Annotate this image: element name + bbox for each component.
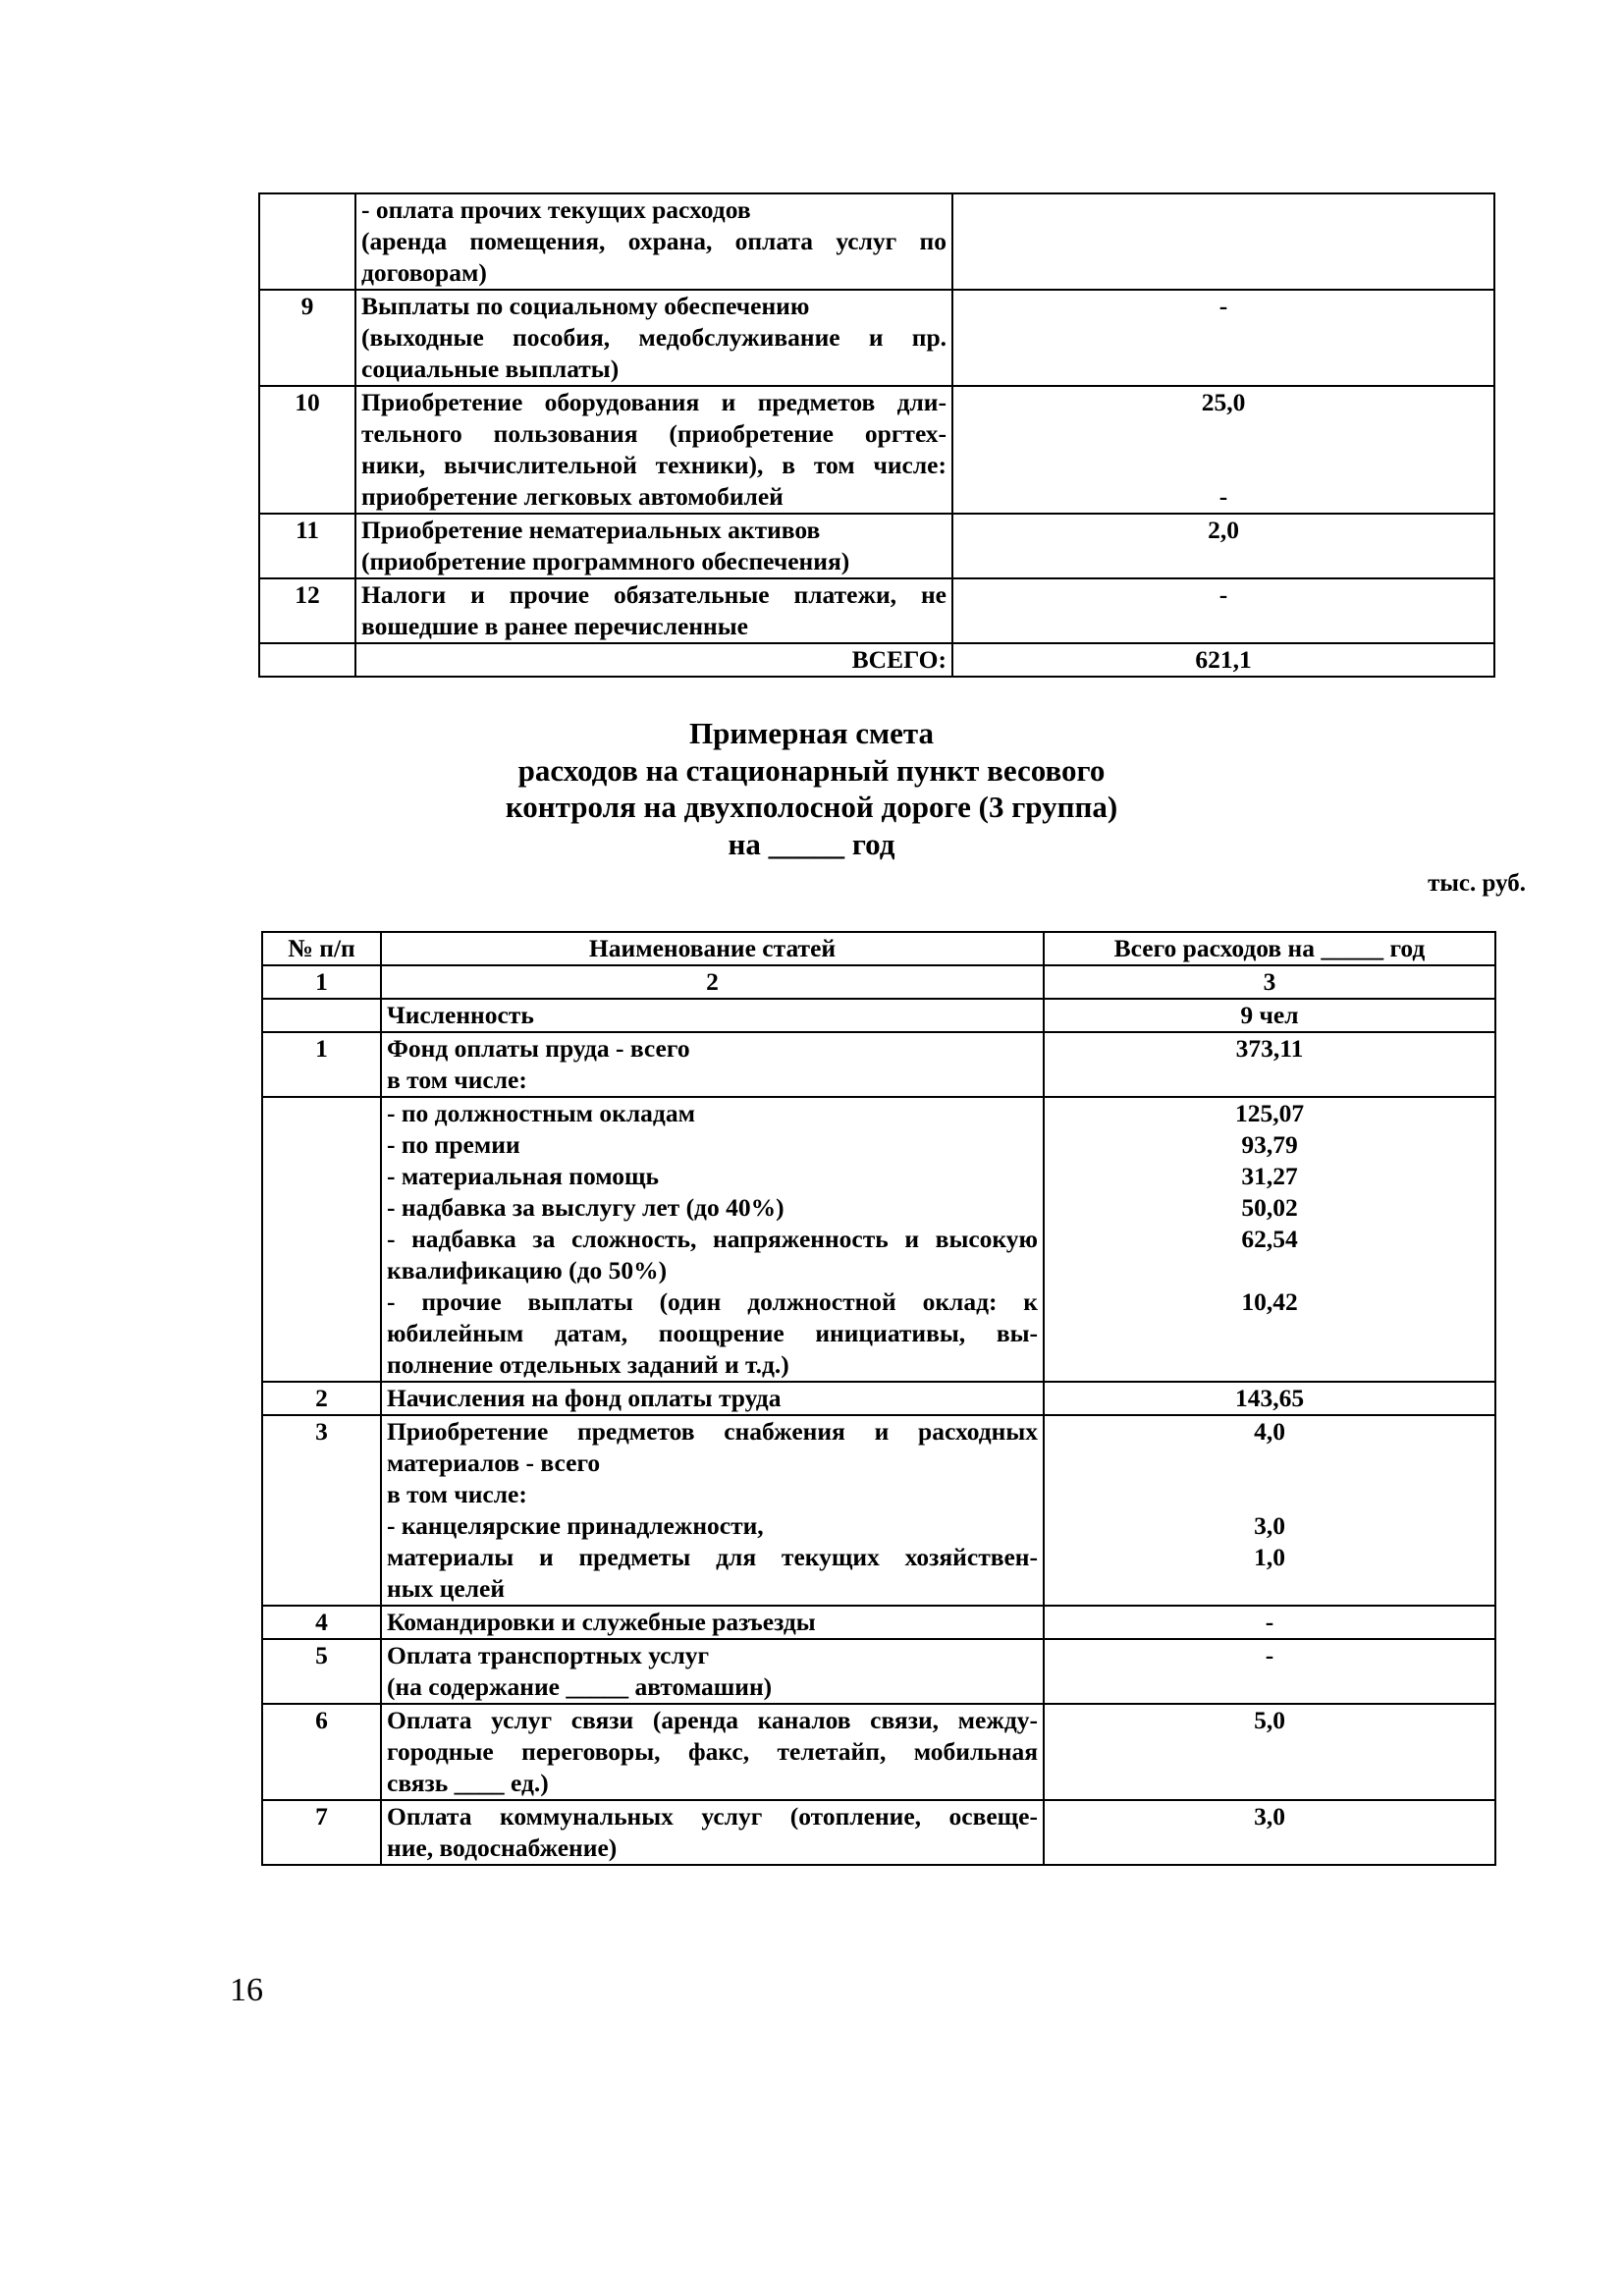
page-number: 16: [230, 1972, 263, 2008]
total-row: [259, 643, 1494, 677]
row-value: 9 чел: [1044, 999, 1495, 1032]
document-subtitle-year: на _____ год: [728, 827, 895, 861]
row-description: Начисления на фонд оплаты труда: [381, 1382, 1044, 1415]
row-number: 12: [259, 578, 355, 643]
row-value: -: [952, 578, 1494, 643]
document-subtitle-line: контроля на двухполосной дороге (3 группа): [505, 790, 1118, 824]
budget-table-continued: [258, 192, 1495, 678]
table-row: [259, 514, 1494, 578]
table-row: 3 Приобретение предметов снабжения и расходных материалов - всего в том числе: - канцелярские принадлежности, материалы и предметы для текущих хозяйствен- ных целей 4,0 3,0 1,0: [262, 1415, 1495, 1606]
row-description: Приобретение оборудования и предметов дли- тельного пользования (приобретение оргтех- ники, вычислительной техники), в том числе: приобретение легковых автомобилей: [355, 386, 952, 514]
table-row: [262, 1097, 1495, 1382]
row-value: 25,0 -: [952, 386, 1494, 514]
table-row: [259, 193, 1494, 290]
row-value: 5,0: [1044, 1704, 1495, 1800]
budget-estimate-table: [261, 931, 1496, 1866]
row-description: Оплата транспортных услуг (на содержание _____ автомашин): [381, 1639, 1044, 1704]
row-value: -: [1044, 1639, 1495, 1704]
row-description: Командировки и служебные разъезды: [381, 1606, 1044, 1639]
header-item-name: Наименование статей: [381, 932, 1044, 965]
row-value: 373,11: [1044, 1032, 1495, 1097]
row-description: Приобретение нематериальных активов (приобретение программного обеспечения): [355, 514, 952, 578]
row-value: [952, 193, 1494, 290]
row-description: Оплата услуг связи (аренда каналов связи, между- городные переговоры, факс, телетайп, мобильная связь ____ ед.): [381, 1704, 1044, 1800]
row-value: 2,0: [952, 514, 1494, 578]
table-row: [259, 386, 1494, 514]
total-label: ВСЕГО:: [355, 643, 952, 677]
row-number: 10: [259, 386, 355, 514]
row-description: - по должностным окладам - по премии - материальная помощь - надбавка за выслугу лет (до 40%) - надбавка за сложность, напряженность и высокую квалификацию (до 50%) - прочие выплаты (один должностной оклад: к юбилейным датам, поощрение инициативы, вы- полнение отдельных заданий и т.д.): [381, 1097, 1044, 1382]
row-description: - оплата прочих текущих расходов (аренда помещения, охрана, оплата услуг по договорам): [355, 193, 952, 290]
row-value: -: [952, 290, 1494, 386]
header-number: № п/п: [262, 932, 381, 965]
row-description: Оплата коммунальных услуг (отопление, освеще- ние, водоснабжение): [381, 1800, 1044, 1865]
row-number: 11: [259, 514, 355, 578]
table-row: 2 Начисления на фонд оплаты труда 143,65: [262, 1382, 1495, 1415]
row-description: Фонд оплаты пруда - всего в том числе:: [381, 1032, 1044, 1097]
row-value: -: [1044, 1606, 1495, 1639]
row-description: Выплаты по социальному обеспечению (выходные пособия, медобслуживание и пр. социальные выплаты): [355, 290, 952, 386]
document-title: Примерная смета: [689, 716, 934, 750]
row-description: Приобретение предметов снабжения и расходных материалов - всего в том числе: - канцелярские принадлежности, материалы и предметы для текущих хозяйствен- ных целей: [381, 1415, 1044, 1606]
table-row: 7 Оплата коммунальных услуг (отопление, освеще- ние, водоснабжение) 3,0: [262, 1800, 1495, 1865]
table-row: 6 Оплата услуг связи (аренда каналов связи, между- городные переговоры, факс, телетайп, мобильная связь ____ ед.) 5,0: [262, 1704, 1495, 1800]
total-value: 621,1: [952, 643, 1494, 677]
row-value: 4,0 3,0 1,0: [1044, 1415, 1495, 1606]
units-label: тыс. руб.: [1428, 870, 1526, 897]
column-number-row: 1 2 3: [262, 965, 1495, 999]
table-row: 4 Командировки и служебные разъезды -: [262, 1606, 1495, 1639]
table-row: 1 Фонд оплаты пруда - всего в том числе: 373,11: [262, 1032, 1495, 1097]
row-value: 3,0: [1044, 1800, 1495, 1865]
table-row: [259, 290, 1494, 386]
row-number: [259, 193, 355, 290]
row-value: 125,07 93,79 31,27 50,02 62,54 10,42: [1044, 1097, 1495, 1382]
document-subtitle-line: расходов на стационарный пункт весового: [517, 753, 1106, 788]
table-row: [259, 578, 1494, 643]
row-number: 9: [259, 290, 355, 386]
table-row: [262, 999, 1495, 1032]
table-row: 5 Оплата транспортных услуг (на содержание _____ автомашин) -: [262, 1639, 1495, 1704]
header-total: Всего расходов на _____ год: [1044, 932, 1495, 965]
row-value: 143,65: [1044, 1382, 1495, 1415]
table-header-row: [262, 932, 1495, 965]
row-description: Налоги и прочие обязательные платежи, не вошедшие в ранее перечисленные: [355, 578, 952, 643]
row-description: Численность: [381, 999, 1044, 1032]
